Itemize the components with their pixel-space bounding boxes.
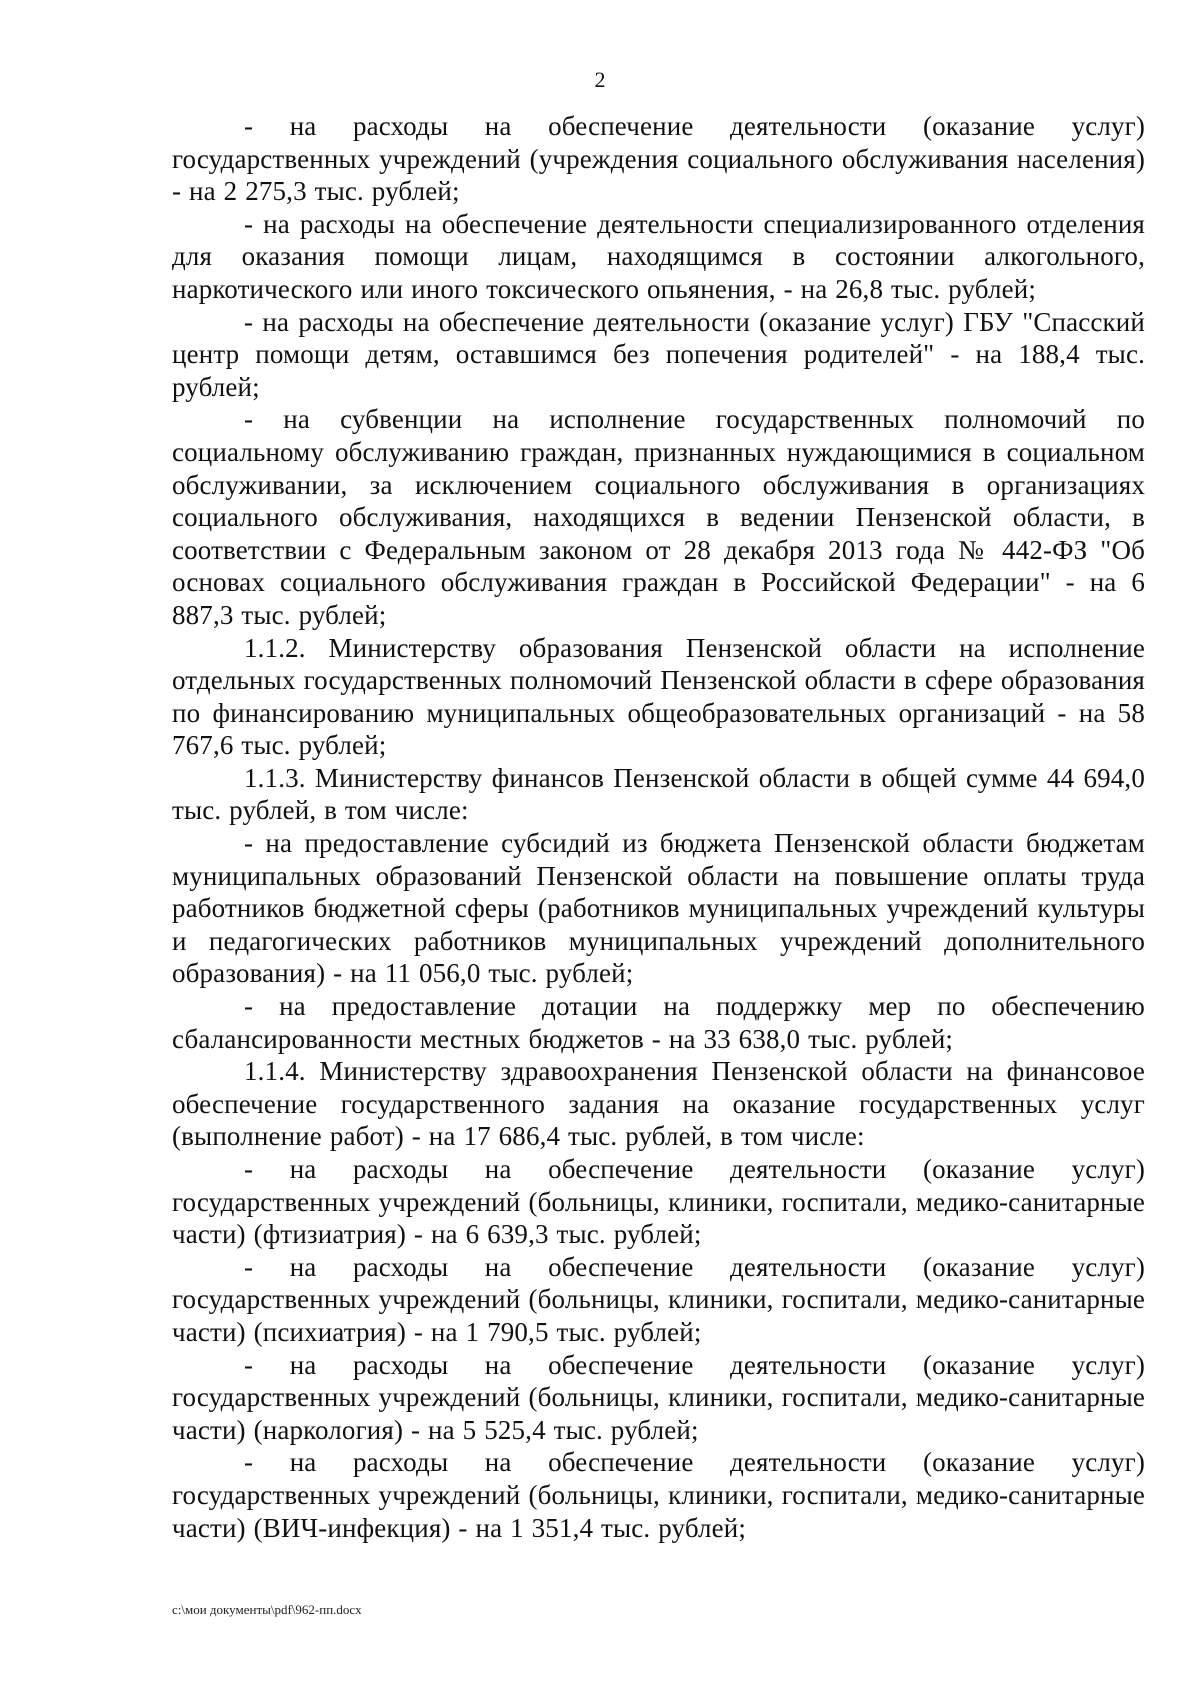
paragraph-narcology: - на расходы на обеспечение деятельности (оказание услуг) государственных учреждений (больницы, клиники, госпитали, медико-санитарные части) (наркология) - на 5 525,4 тыс. рублей; — [172, 1349, 1145, 1445]
paragraph-psychiatry: - на расходы на обеспечение деятельности (оказание услуг) государственных учреждений (больницы, клиники, госпитали, медико-санитарные части) (психиатрия) - на 1 790,5 тыс. рублей; — [172, 1251, 1145, 1347]
footer-file-path: c:\мои документы\pdf\962-пп.docx — [172, 1602, 362, 1617]
paragraph-ministry-of-health: 1.1.4. Министерству здравоохранения Пензенской области на финансовое обеспечение государственного задания на оказание государственных услуг (выполнение работ) - на 17 686,4 тыс. рублей, в том числе: — [172, 1056, 1145, 1152]
paragraph-budget-balance-grant: - на предоставление дотации на поддержку мер по обеспечению сбалансированности местных бюджетов - на 33 638,0 тыс. рублей; — [172, 991, 1145, 1054]
paragraph-phthisiatry: - на расходы на обеспечение деятельности (оказание услуг) государственных учреждений (больницы, клиники, госпитали, медико-санитарные части) (фтизиатрия) - на 6 639,3 тыс. рублей; — [172, 1154, 1145, 1250]
page-number: 2 — [594, 67, 606, 92]
paragraph-social-service-institutions: - на расходы на обеспечение деятельности (оказание услуг) государственных учреждений (учреждения социального обслуживания населения) - на 2 275,3 тыс. рублей; — [172, 111, 1145, 207]
paragraph-social-service-subventions: - на субвенции на исполнение государственных полномочий по социальному обслуживанию граждан, признанных нуждающимися в социальном обслуживании, за исключением социального обслуживания в организациях социального обслуживания, находящихся в ведении Пензенской области, в соответствии с Федеральным законом от 28 декабря 2013 года № 442-ФЗ "Об основах социального обслуживания граждан в Российской Федерации" - на 6 887,3 тыс. рублей; — [172, 404, 1145, 630]
document-body — [172, 110, 1145, 1544]
paragraph-ministry-of-education: 1.1.2. Министерству образования Пензенской области на исполнение отдельных государственных полномочий Пензенской области в сфере образования по финансированию муниципальных общеобразовательных организаций - на 58 767,6 тыс. рублей; — [172, 632, 1145, 761]
paragraph-hiv-infection: - на расходы на обеспечение деятельности (оказание услуг) государственных учреждений (больницы, клиники, госпитали, медико-санитарные части) (ВИЧ-инфекция) - на 1 351,4 тыс. рублей; — [172, 1447, 1145, 1543]
paragraph-ministry-of-finance: 1.1.3. Министерству финансов Пензенской области в общей сумме 44 694,0 тыс. рублей, в том числе: — [172, 762, 1145, 826]
paragraph-subsidies-wages: - на предоставление субсидий из бюджета Пензенской области бюджетам муниципальных образований Пензенской области на повышение оплаты труда работников бюджетной сферы (работников муниципальных учреждений культуры и педагогических работников муниципальных учреждений дополнительного образования) - на 11 056,0 тыс. рублей; — [172, 828, 1145, 989]
paragraph-spassky-center: - на расходы на обеспечение деятельности (оказание услуг) ГБУ "Спасский центр помощи детям, оставшимся без попечения родителей" - на 188,4 тыс. рублей; — [172, 306, 1145, 402]
paragraph-specialized-department: - на расходы на обеспечение деятельности специализированного отделения для оказания помощи лицам, находящимся в состоянии алкогольного, наркотического или иного токсического опьянения, - на 26,8 тыс. рублей; — [172, 208, 1145, 304]
